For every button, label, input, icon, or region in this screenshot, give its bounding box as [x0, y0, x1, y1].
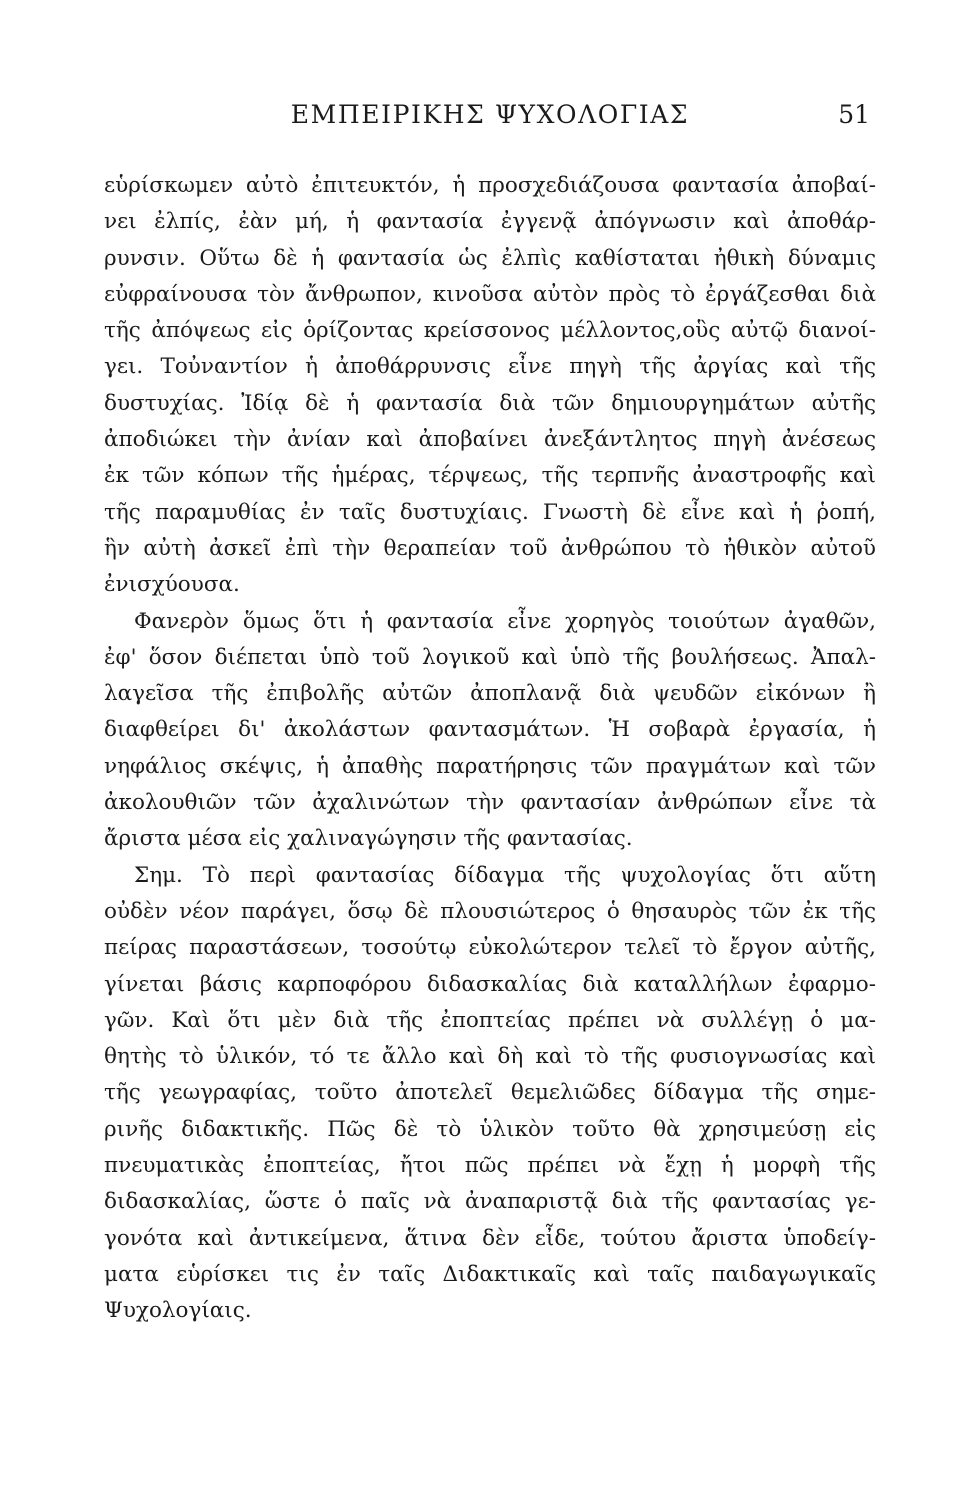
text-line: ἀποδιώκει τὴν ἀνίαν καὶ ἀποβαίνει ἀνεξάντλητος πηγὴ ἀνέσεως [104, 427, 876, 453]
text-line: ἐκ τῶν κόπων τῆς ἡμέρας, τέρψεως, τῆς τερπνῆς ἀναστροφῆς καὶ [104, 463, 876, 489]
text-line: διδασκαλίας, ὥστε ὁ παῖς νὰ ἀναπαριστᾷ διὰ τῆς φαντασίας γε- [104, 1189, 876, 1215]
text-line: νει ἐλπίς, ἐὰν μή, ἡ φαντασία ἐγγενᾷ ἀπόγνωσιν καὶ ἀποθάρ- [104, 209, 876, 235]
body-text [104, 168, 876, 1330]
text-line: ματα εὑρίσκει τις ἐν ταῖς Διδακτικαῖς καὶ ταῖς παιδαγωγικαῖς [104, 1261, 876, 1287]
text-line: ἐνισχύουσα. [104, 572, 240, 598]
text-line: θητὴς τὸ ὑλικόν, τό τε ἄλλο καὶ δὴ καὶ τὸ τῆς φυσιογνωσίας καὶ [104, 1044, 876, 1070]
text-line: εὑρίσκωμεν αὐτὸ ἐπιτευκτόν, ἡ προσχεδιάζουσα φαντασία ἀποβαί- [104, 173, 876, 198]
text-line: γίνεται βάσις καρποφόρου διδασκαλίας διὰ καταλλήλων ἐφαρμο- [104, 971, 876, 997]
text-line: εὐφραίνουσα τὸν ἄνθρωπον, κινοῦσα αὐτὸν πρὸς τὸ ἐργάζεσθαι διὰ [104, 281, 876, 307]
text-line: λαγεῖσα τῆς ἐπιβολῆς αὐτῶν ἀποπλανᾷ διὰ ψευδῶν εἰκόνων ἢ [104, 681, 876, 707]
text-line: νηφάλιος σκέψις, ἡ ἀπαθὴς παρατήρησις τῶν πραγμάτων καὶ τῶν [104, 753, 876, 779]
text-line: οὐδὲν νέον παράγει, ὅσῳ δὲ πλουσιώτερος ὁ θησαυρὸς τῶν ἐκ τῆς [104, 898, 876, 924]
text-line: διαφθείρει δι' ἀκολάστων φαντασμάτων. Ἡ σοβαρὰ ἐργασία, ἡ [104, 717, 876, 743]
paragraph [104, 604, 876, 858]
text-line: Σημ. Τὸ περὶ φαντασίας δίδαγμα τῆς ψυχολογίας ὅτι αὕτη [134, 862, 876, 888]
text-line: ἄριστα μέσα εἰς χαλιναγώγησιν τῆς φαντασίας. [104, 826, 633, 852]
text-line: πείρας παραστάσεων, τοσούτῳ εὐκολώτερον τελεῖ τὸ ἔργον αὐτῆς, [104, 935, 876, 961]
paragraph [104, 858, 876, 1330]
text-line: γει. Τοὐναντίον ἡ ἀποθάρρυνσις εἶνε πηγὴ τῆς ἀργίας καὶ τῆς [104, 354, 876, 380]
text-line: ἣν αὐτὴ ἀσκεῖ ἐπὶ τὴν θεραπείαν τοῦ ἀνθρώπου τὸ ἠθικὸν αὐτοῦ [104, 535, 876, 561]
text-line: τῆς παραμυθίας ἐν ταῖς δυστυχίαις. Γνωστὴ δὲ εἶνε καὶ ἡ ῥοπή, [104, 499, 876, 525]
running-title: ΕΜΠΕΙΡΙΚΗΣ ΨΥΧΟΛΟΓΙΑΣ [290, 100, 690, 129]
text-line: τῆς γεωγραφίας, τοῦτο ἀποτελεῖ θεμελιῶδες δίδαγμα τῆς σημε- [104, 1080, 876, 1106]
text-line: δυστυχίας. Ἰδίᾳ δὲ ἡ φαντασία διὰ τῶν δημιουργημάτων αὐτῆς [104, 390, 876, 416]
text-line: ἐφ' ὅσον διέπεται ὑπὸ τοῦ λογικοῦ καὶ ὑπὸ τῆς βουλήσεως. Ἀπαλ- [104, 644, 876, 670]
text-line: τῆς ἀπόψεως εἰς ὁρίζοντας κρείσσονος μέλλοντος,οὓς αὐτῷ διανοί- [104, 318, 876, 344]
text-line: γονότα καὶ ἀντικείμενα, ἅτινα δὲν εἶδε, τούτου ἄριστα ὑποδείγ- [104, 1225, 876, 1251]
page-number: 51 [838, 100, 870, 129]
text-line: Φανερὸν ὅμως ὅτι ἡ φαντασία εἶνε χορηγὸς τοιούτων ἀγαθῶν, [134, 608, 876, 634]
text-line: Ψυχολογίαις. [104, 1298, 252, 1324]
text-line: γῶν. Καὶ ὅτι μὲν διὰ τῆς ἐποπτείας πρέπει νὰ συλλέγῃ ὁ μα- [104, 1007, 876, 1033]
running-header [0, 100, 972, 140]
text-line: ἀκολουθιῶν τῶν ἀχαλινώτων τὴν φαντασίαν ἀνθρώπων εἶνε τὰ [104, 790, 876, 816]
paragraph [104, 168, 876, 604]
text-line: ρυνσιν. Οὕτω δὲ ἡ φαντασία ὡς ἐλπὶς καθίσταται ἠθικὴ δύναμις [104, 245, 876, 271]
text-line: πνευματικὰς ἐποπτείας, ἤτοι πῶς πρέπει νὰ ἔχῃ ἡ μορφὴ τῆς [104, 1153, 876, 1179]
text-line: ρινῆς διδακτικῆς. Πῶς δὲ τὸ ὑλικὸν τοῦτο θὰ χρησιμεύσῃ εἰς [104, 1116, 876, 1142]
